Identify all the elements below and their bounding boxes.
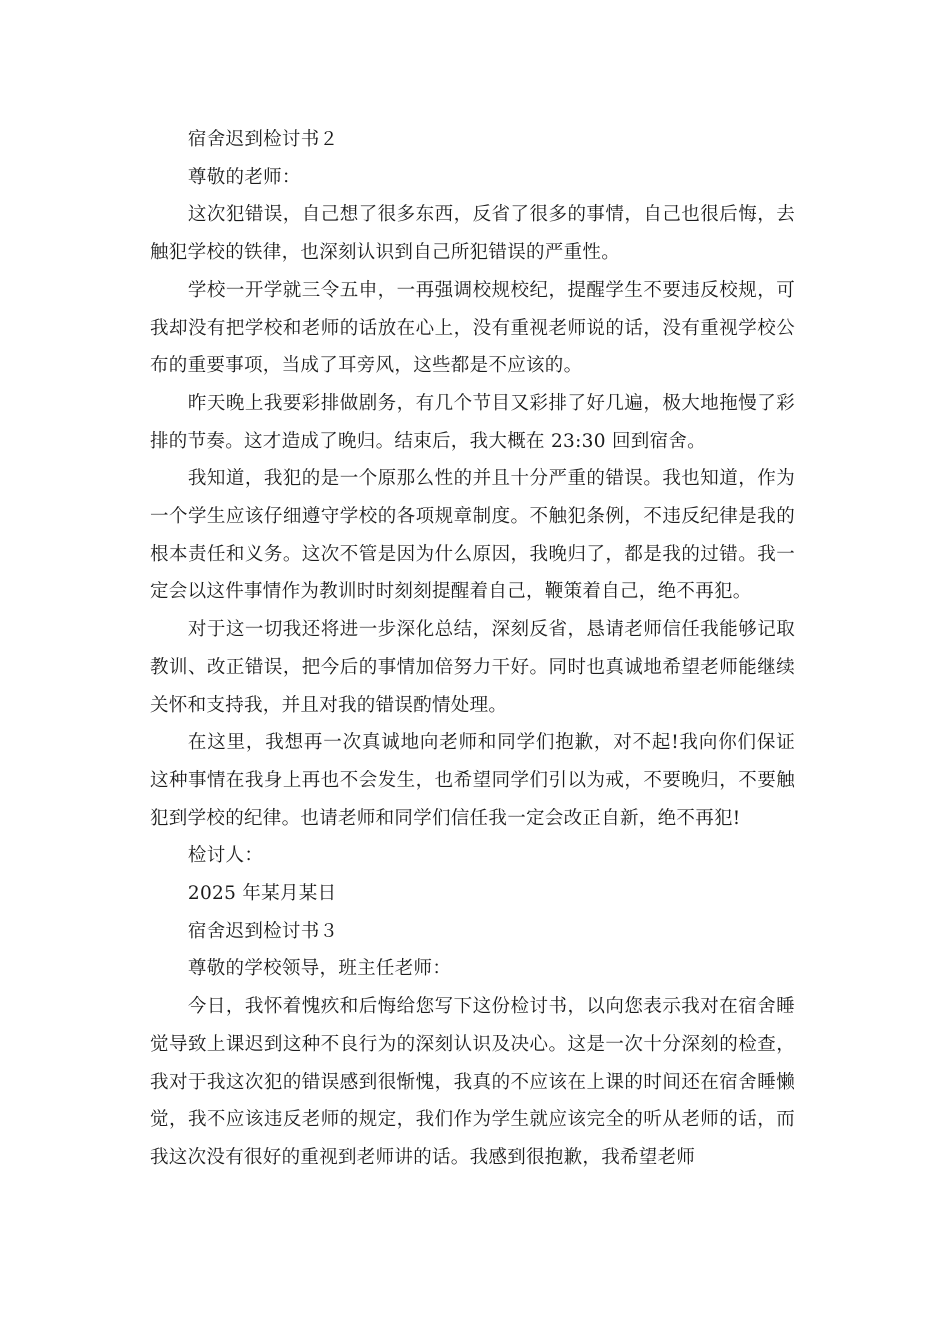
salutation: 尊敬的老师：: [187, 166, 301, 188]
section-title: 宿舍迟到检讨书３: [187, 920, 339, 942]
paragraph: 这次犯错误，自己想了很多东西，反省了很多的事情，自己也很后悔，去触犯学校的铁律，也深刻认识到自己所犯错误的严重性。: [150, 204, 795, 264]
document-body: [150, 121, 795, 1177]
paragraph: 学校一开学就三令五申，一再强调校规校纪，提醒学生不要违反校规，可我却没有把学校和老师的话放在心上，没有重视老师说的话，没有重视学校公布的重要事项，当成了耳旁风，这些都是不应该的。: [150, 279, 795, 377]
salutation: 尊敬的学校领导，班主任老师：: [187, 958, 452, 980]
paragraph: 我知道，我犯的是一个原那么性的并且十分严重的错误。我也知道，作为一个学生应该仔细遵守学校的各项规章制度。不触犯条例，不违反纪律是我的根本责任和义务。这次不管是因为什么原因，我晚归了，都是我的过错。我一定会以这件事情作为教训时时刻刻提醒着自己，鞭策着自己，绝不再犯。: [150, 468, 795, 603]
date-line: 2025 年某月某日: [187, 883, 337, 905]
paragraph: 对于这一切我还将进一步深化总结，深刻反省，恳请老师信任我能够记取教训、改正错误，把今后的事情加倍努力干好。同时也真诚地希望老师能继续关怀和支持我，并且对我的错误酌情处理。: [150, 619, 795, 716]
paragraph: 昨天晚上我要彩排做剧务，有几个节目又彩排了好几遍，极大地拖慢了彩排的节奏。这才造成了晚归。结束后，我大概在 23:30 回到宿舍。: [150, 392, 795, 452]
signature-label: 检讨人：: [187, 845, 264, 867]
section-title: 宿舍迟到检讨书２: [187, 129, 339, 150]
paragraph: 今日，我怀着愧疚和后悔给您写下这份检讨书，以向您表示我对在宿舍睡觉导致上课迟到这种不良行为的深刻认识及决心。这是一次十分深刻的检查，我对于我这次犯的错误感到很惭愧，我真的不应该在上课的时间还在宿舍睡懒觉，我不应该违反老师的规定，我们作为学生就应该完全的听从老师的话，而我这次没有很好的重视到老师讲的话。我感到很抱歉，我希望老师: [150, 996, 795, 1168]
paragraph: 在这里，我想再一次真诚地向老师和同学们抱歉，对不起!我向你们保证这种事情在我身上再也不会发生，也希望同学们引以为戒，不要晚归，不要触犯到学校的纪律。也请老师和同学们信任我一定会改正自新，绝不再犯!: [150, 732, 795, 829]
